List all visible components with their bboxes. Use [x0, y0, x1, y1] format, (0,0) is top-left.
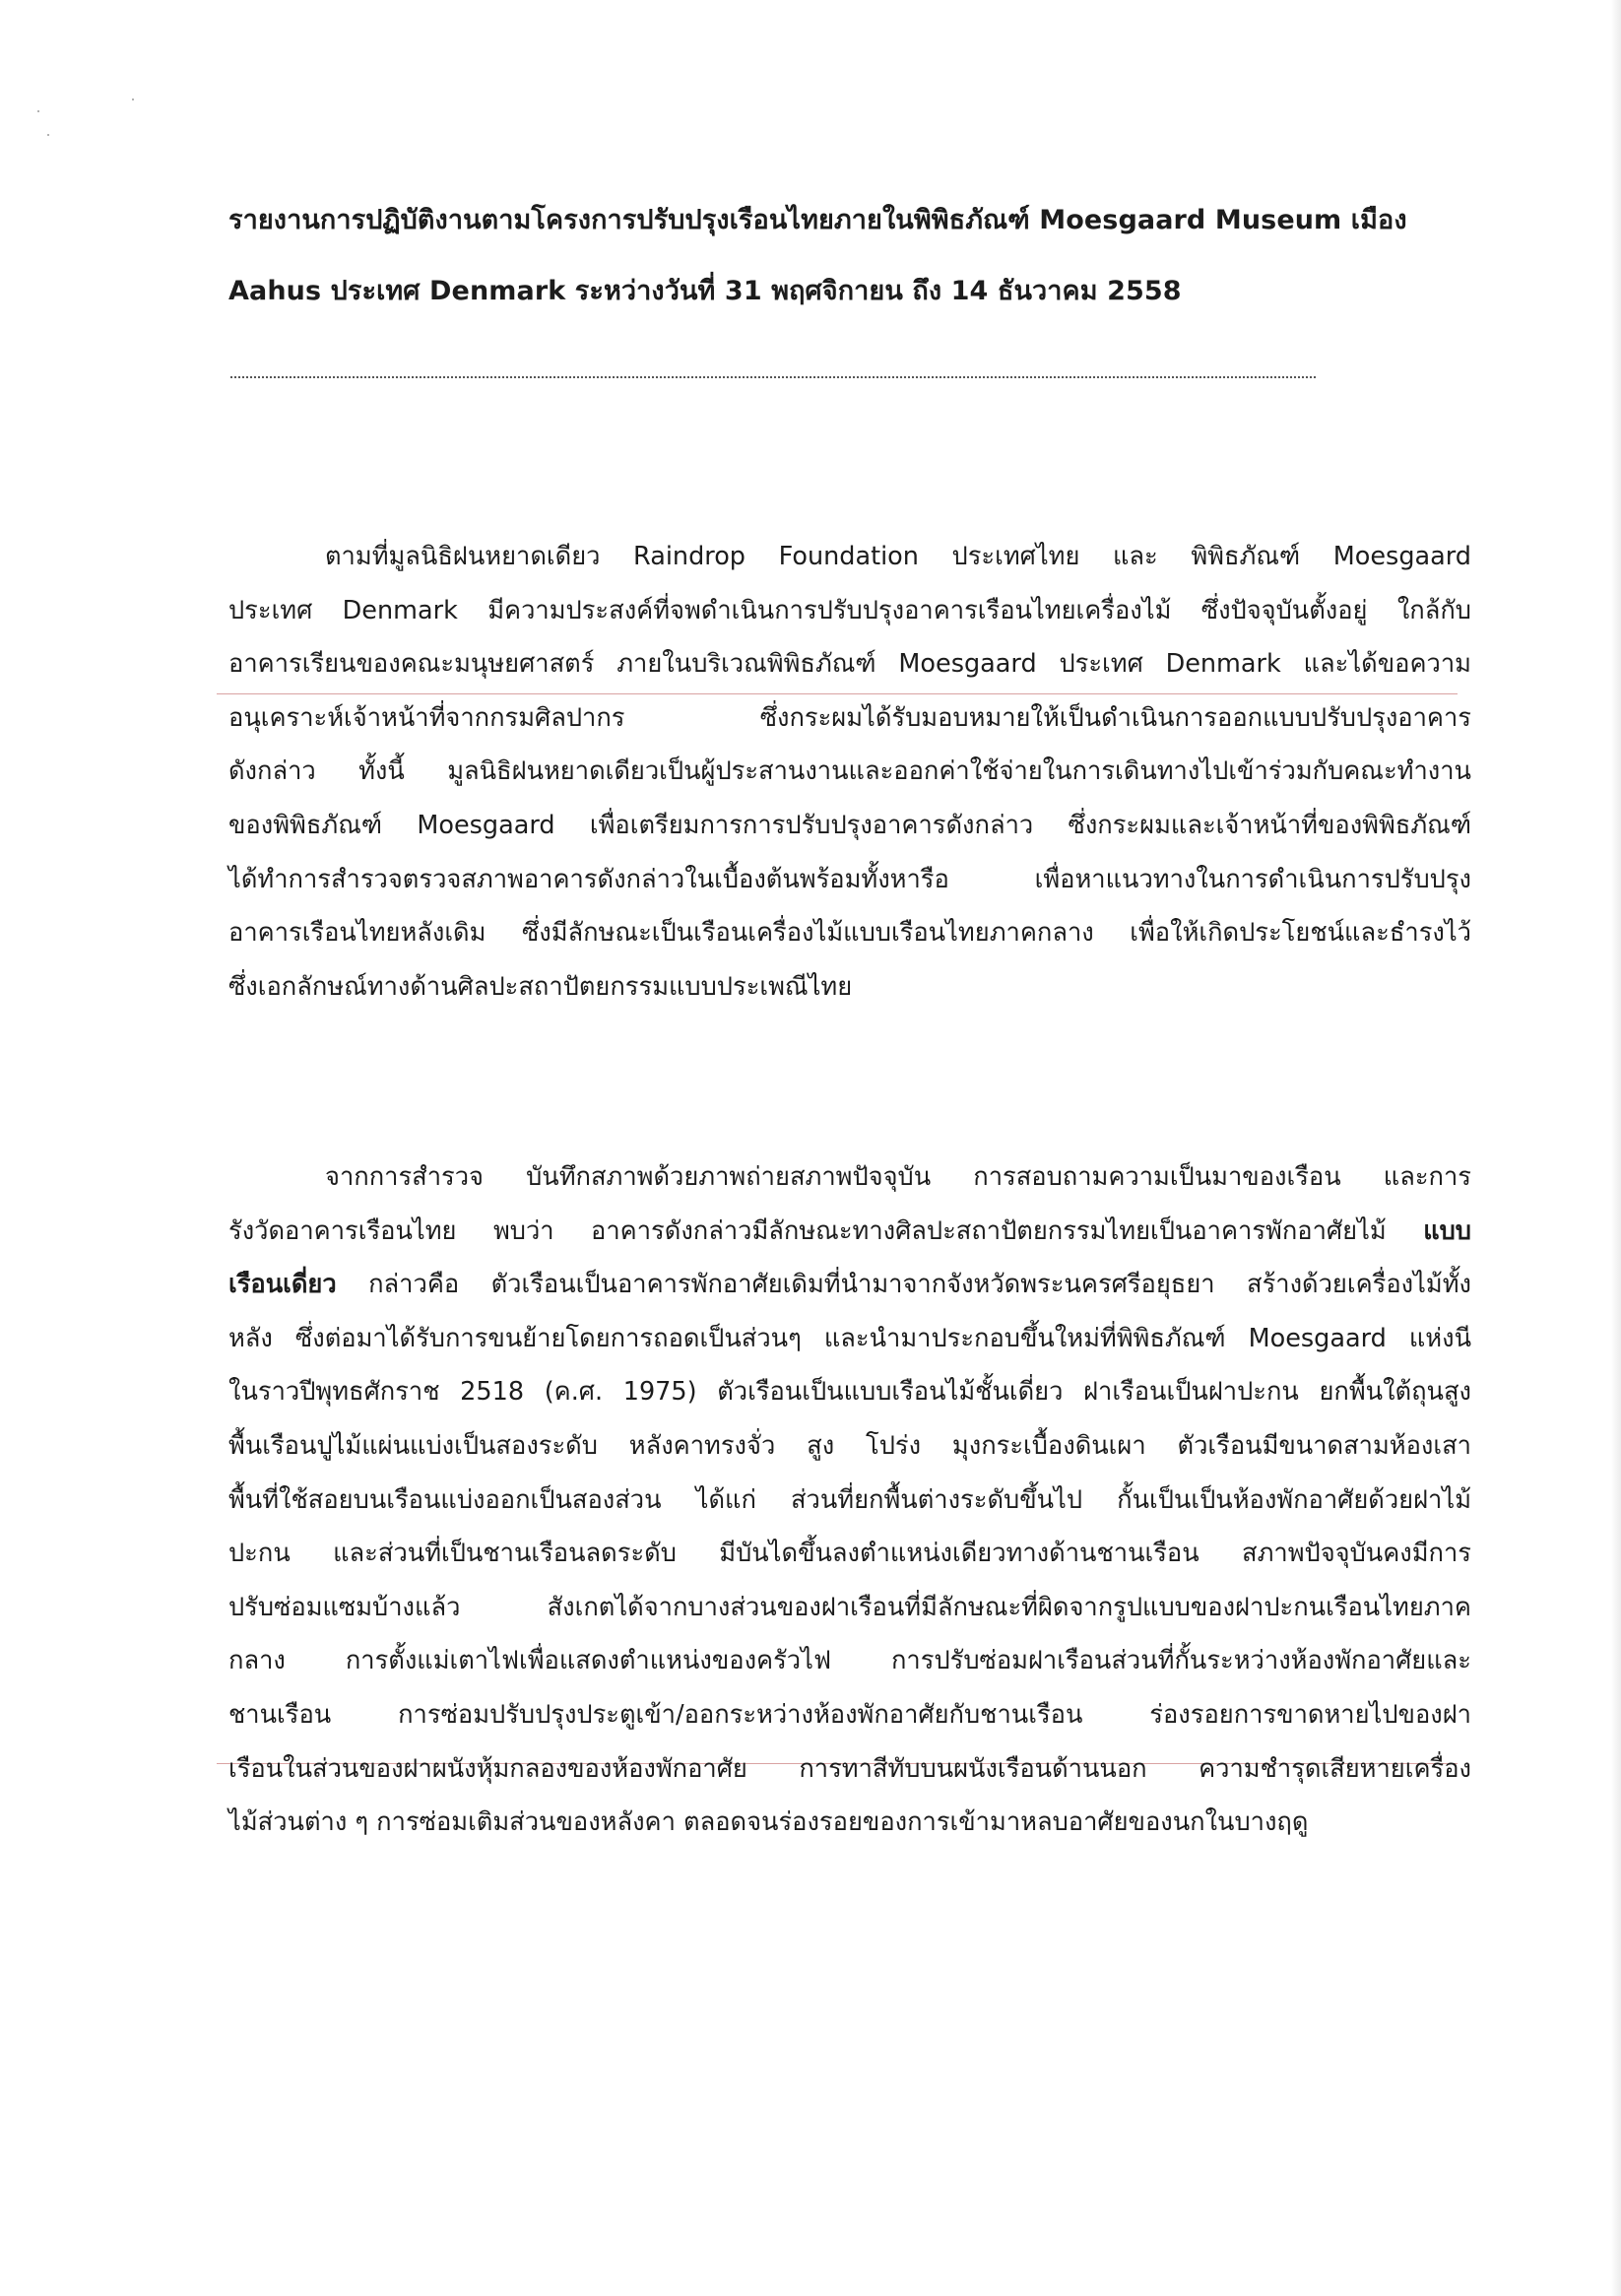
text-line: หลัง ซึ่งต่อมาได้รับการขนย้ายโดยการถอดเป็นส่วนๆ และนำมาประกอบขึ้นใหม่ที่พิพิธภัณฑ์ Moesgaard แห่งนี [228, 1323, 1471, 1353]
text-line: ดังกล่าว ทั้งนี้ มูลนิธิฝนหยาดเดียวเป็นผู้ประสานงานและออกค่าใช้จ่ายในการเดินทางไปเข้าร่วมกับคณะทำงาน [228, 756, 1471, 787]
text-line: อาคารเรือนไทยหลังเดิม ซึ่งมีลักษณะเป็นเรือนเครื่องไม้แบบเรือนไทยภาคกลาง เพื่อให้เกิดประโยชน์และธำรงไว้ [228, 918, 1471, 949]
text-line [228, 1258, 1471, 1312]
scan-speck [47, 134, 49, 136]
text-line: อนุเคราะห์เจ้าหน้าที่จากกรมศิลปากร ซึ่งกระผมได้รับมอบหมายให้เป็นดำเนินการออกแบบปรับปรุงอาคาร [228, 702, 1471, 733]
text-line: ได้ทำการสำรวจตรวจสภาพอาคารดังกล่าวในเบื้องต้นพร้อมทั้งหารือ เพื่อหาแนวทางในการดำเนินการปรับปรุง [228, 864, 1471, 894]
text-segment: รังวัดอาคารเรือนไทย พบว่า อาคารดังกล่าวมีลักษณะทางศิลปะสถาปัตยกรรมไทยเป็นอาคารพักอาศัยไม้ [228, 1215, 1424, 1246]
text-line: จากการสำรวจ บันทึกสภาพด้วยภาพถ่ายสภาพปัจจุบัน การสอบถามความเป็นมาของเรือน และการ [325, 1162, 1471, 1192]
text-line: ไม้ส่วนต่าง ๆ การซ่อมเติมส่วนของหลังคา ตลอดจนร่องรอยของการเข้ามาหลบอาศัยของนกในบางฤดู [228, 1807, 1309, 1838]
bold-text: แบบ [1423, 1215, 1471, 1246]
scan-speck [37, 110, 39, 112]
scan-speck [132, 98, 134, 100]
text-line [228, 1205, 1471, 1259]
text-line: ซึ่งเอกลักษณ์ทางด้านศิลปะสถาปัตยกรรมแบบประเพณีไทย [228, 971, 853, 1002]
text-line: ตามที่มูลนิธิฝนหยาดเดียว Raindrop Foundation ประเทศไทย และ พิพิธภัณฑ์ Moesgaard [325, 542, 1471, 571]
text-line: กลาง การตั้งแม่เตาไฟเพื่อแสดงตำแหน่งของครัวไฟ การปรับซ่อมฝาเรือนส่วนที่กั้นระหว่างห้องพักอาศัยและ [228, 1646, 1471, 1676]
bold-text: เรือนเดี่ยว [228, 1270, 337, 1300]
paragraph-1 [228, 530, 1471, 1014]
dotted-separator [230, 376, 1316, 378]
text-line: พื้นเรือนปูไม้แผ่นแบ่งเป็นสองระดับ หลังคาทรงจั่ว สูง โปร่ง มุงกระเบื้องดินเผา ตัวเรือนมีขนาดสามห้องเสา [228, 1430, 1471, 1461]
text-line: พื้นที่ใช้สอยบนเรือนแบ่งออกเป็นสองส่วน ได้แก่ ส่วนที่ยกพื้นต่างระดับขึ้นไป กั้นเป็นเป็นห้องพักอาศัยด้วยฝาไม้ [228, 1484, 1471, 1515]
scan-edge-shadow [1611, 0, 1621, 2296]
title-line: Aahus ประเทศ Denmark ระหว่างวันที่ 31 พฤศจิกายน ถึง 14 ธันวาคม 2558 [228, 276, 1182, 306]
text-segment: กล่าวคือ ตัวเรือนเป็นอาคารพักอาศัยเดิมที่นำมาจากจังหวัดพระนครศรีอยุธยา สร้างด้วยเครื่องไม้ทั้ง [336, 1270, 1471, 1300]
text-line: ปรับซ่อมแซมบ้างแล้ว สังเกตได้จากบางส่วนของฝาเรือนที่มีลักษณะที่ผิดจากรูปแบบของฝาปะกนเรือนไทยภาค [228, 1592, 1471, 1622]
document-title [228, 185, 1450, 327]
text-line: อาคารเรียนของคณะมนุษยศาสตร์ ภายในบริเวณพิพิธภัณฑ์ Moesgaard ประเทศ Denmark และได้ขอความ [228, 649, 1471, 680]
text-line: เรือนในส่วนของฝาผนังหุ้มกลองของห้องพักอาศัย การทาสีทับบนผนังเรือนด้านนอก ความชำรุดเสียหายเครื่อง [228, 1753, 1471, 1784]
text-line: ประเทศ Denmark มีความประสงค์ที่จพดำเนินการปรับปรุงอาคารเรือนไทยเครื่องไม้ ซึ่งปัจจุบันตั้งอยู่ ใกล้กับ [228, 595, 1471, 625]
title-line: รายงานการปฏิบัติงานตามโครงการปรับปรุงเรือนไทยภายในพิพิธภัณฑ์ Moesgaard Museum เมือง [228, 205, 1407, 235]
text-line: ชานเรือน การซ่อมปรับปรุงประตูเข้า/ออกระหว่างห้องพักอาศัยกับชานเรือน ร่องรอยการขาดหายไปของฝา [228, 1699, 1471, 1730]
text-line: ในราวปีพุทธศักราช 2518 (ค.ศ. 1975) ตัวเรือนเป็นแบบเรือนไม้ชั้นเดี่ยว ฝาเรือนเป็นฝาปะกน ยกพื้นใต้ถุนสูง [228, 1377, 1471, 1408]
text-line: ของพิพิธภัณฑ์ Moesgaard เพื่อเตรียมการการปรับปรุงอาคารดังกล่าว ซึ่งกระผมและเจ้าหน้าที่ของพิพิธภัณฑ์ [228, 810, 1471, 840]
paragraph-2 [228, 1150, 1471, 1850]
text-line: ปะกน และส่วนที่เป็นชานเรือนลดระดับ มีบันไดขึ้นลงตำแหน่งเดียวทางด้านชานเรือน สภาพปัจจุบันคงมีการ [228, 1539, 1471, 1569]
